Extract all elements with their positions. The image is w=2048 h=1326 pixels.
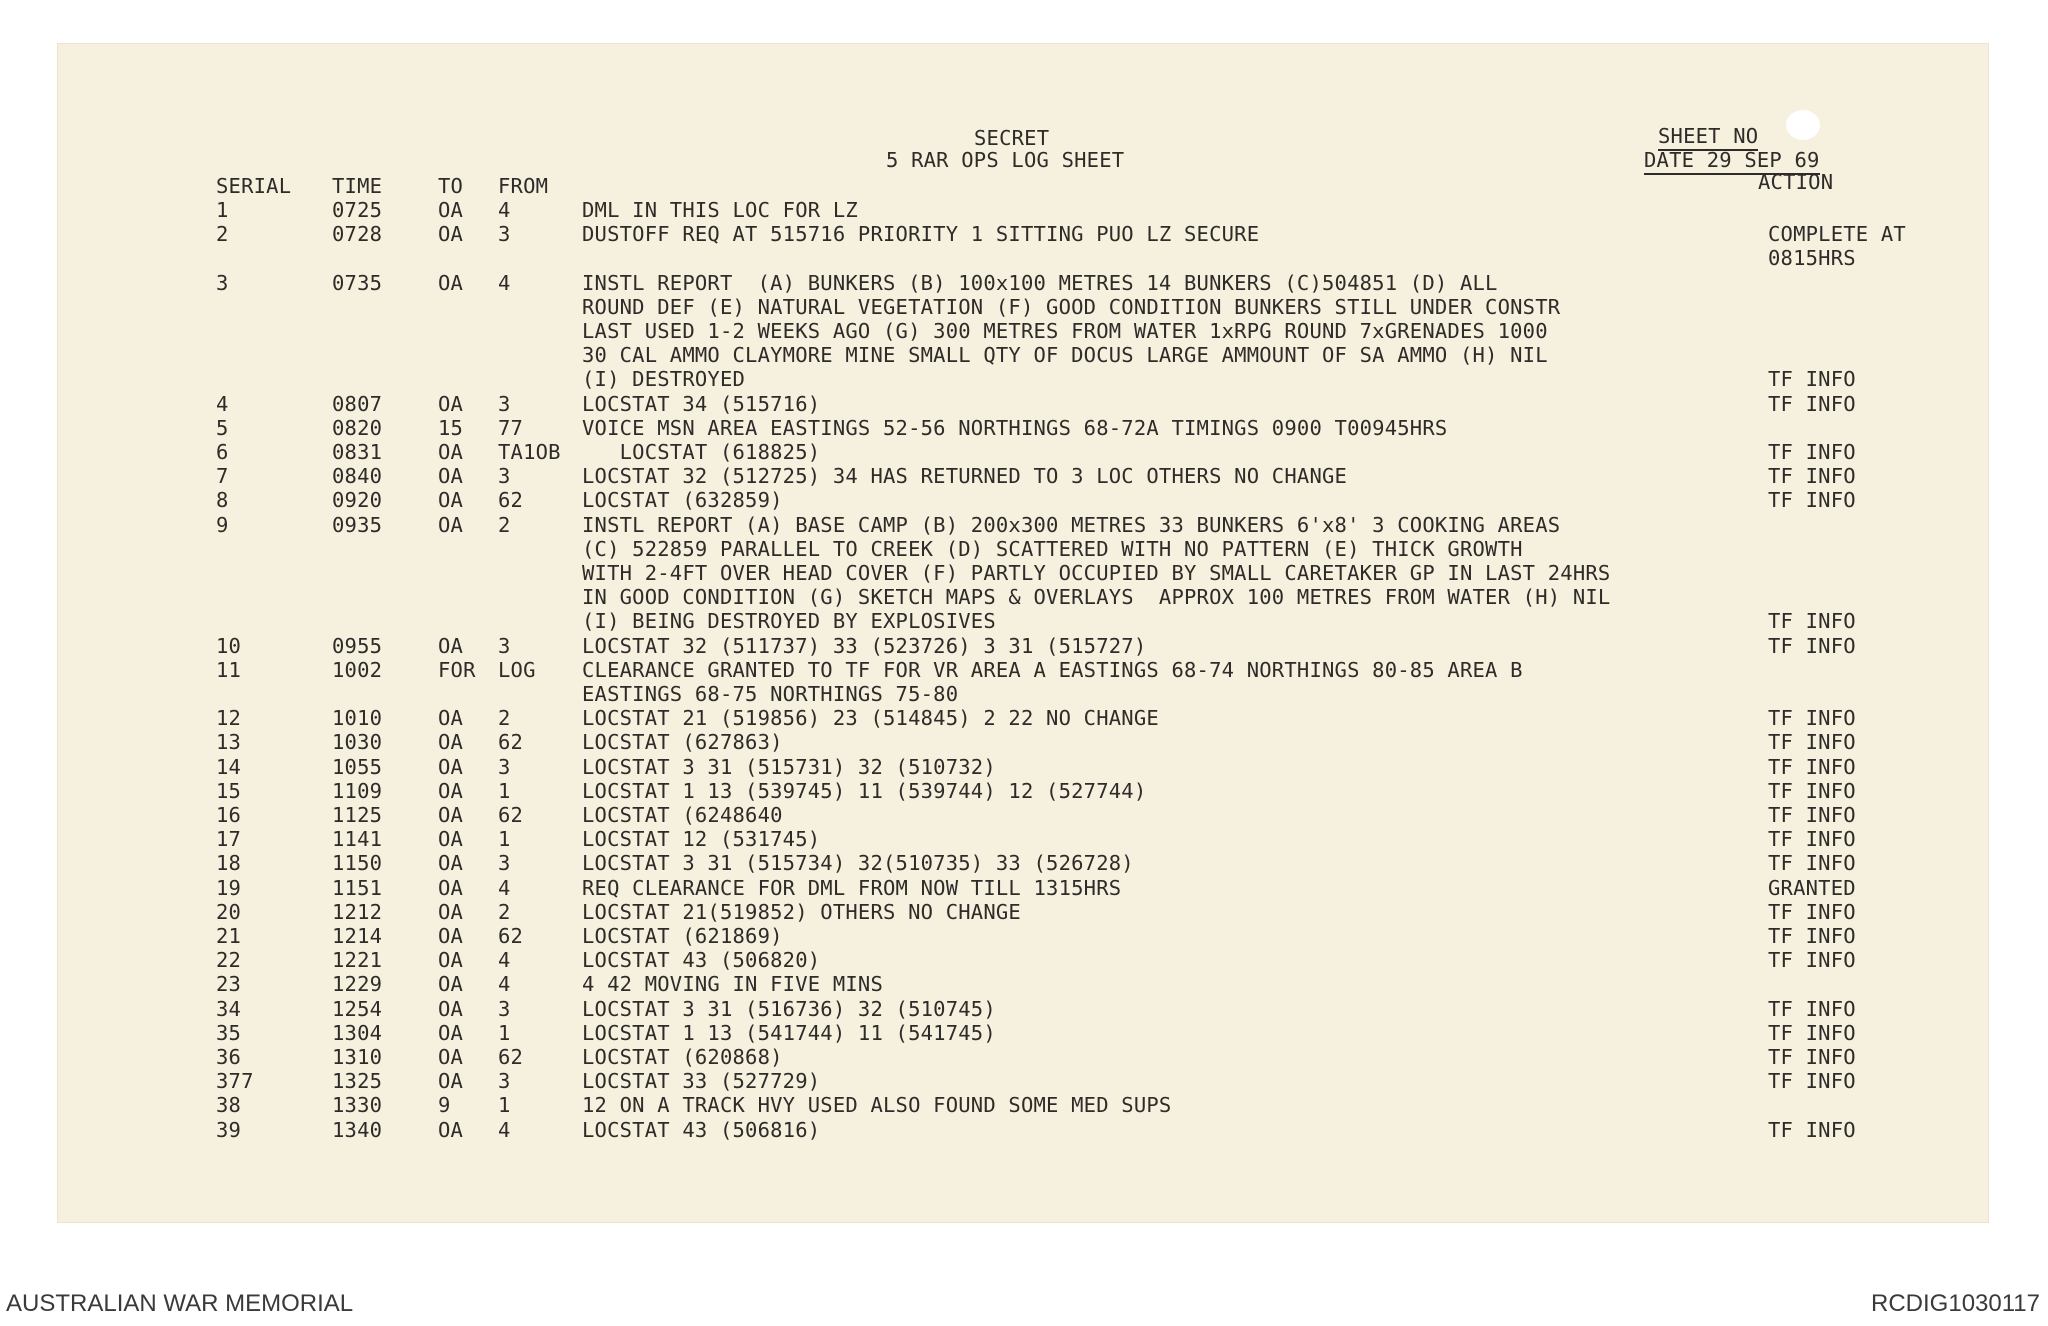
entry-serial: 11 [216, 657, 242, 682]
entry-serial: 18 [216, 851, 242, 876]
log-row [58, 658, 1988, 682]
entry-action: TF INFO [1768, 1045, 1856, 1069]
entry-message: VOICE MSN AREA EASTINGS 52-56 NORTHINGS 68-72A TIMINGS 0900 T00945HRS [582, 415, 1448, 440]
entry-from: 3 [498, 1069, 511, 1094]
entry-from: 62 [498, 488, 524, 513]
entry-time: 1141 [332, 827, 383, 852]
entry-serial: 2 [216, 222, 229, 247]
entry-time: 1310 [332, 1045, 383, 1069]
entry-serial: 17 [216, 827, 242, 852]
log-row [58, 997, 1988, 1021]
entry-serial: 22 [216, 948, 242, 973]
entry-action: TF INFO [1768, 924, 1856, 948]
entry-action: COMPLETE AT [1768, 222, 1906, 247]
log-row [58, 246, 1988, 270]
entry-serial: 377 [216, 1069, 254, 1094]
entry-message: LAST USED 1-2 WEEKS AGO (G) 300 METRES FROM WATER 1xRPG ROUND 7xGRENADES 1000 [582, 319, 1548, 343]
entry-time: 1330 [332, 1093, 383, 1118]
entry-message: LOCSTAT 32 (512725) 34 HAS RETURNED TO 3 LOC OTHERS NO CHANGE [582, 464, 1348, 489]
entry-from: 1 [498, 1020, 511, 1045]
entry-message: INSTL REPORT (A) BUNKERS (B) 100x100 METRES 14 BUNKERS (C)504851 (D) ALL [582, 270, 1498, 295]
entry-message: LOCSTAT 34 (515716) [582, 391, 821, 416]
entry-action: 0815HRS [1768, 246, 1856, 271]
entry-message: LOCSTAT 1 13 (541744) 11 (541745) [582, 1020, 996, 1045]
entry-serial: 9 [216, 512, 229, 537]
entry-from: 62 [498, 1045, 524, 1069]
log-row [58, 488, 1988, 512]
entry-from: 3 [498, 391, 511, 416]
entry-action: TF INFO [1768, 730, 1856, 755]
entry-serial: 1 [216, 198, 229, 222]
punch-hole [1786, 110, 1820, 140]
entry-message: EASTINGS 68-75 NORTHINGS 75-80 [582, 682, 959, 706]
log-row [58, 513, 1988, 537]
entry-message: LOCSTAT (621869) [582, 924, 783, 948]
entry-action: TF INFO [1768, 1117, 1856, 1142]
entry-time: 0820 [332, 415, 383, 440]
log-row [58, 440, 1988, 464]
entry-message: 4 42 MOVING IN FIVE MINS [582, 972, 884, 997]
entry-to: OA [438, 633, 464, 658]
entry-action: TF INFO [1768, 996, 1856, 1021]
entry-message: LOCSTAT (632859) [582, 488, 783, 513]
entry-serial: 15 [216, 778, 242, 803]
entry-message: LOCSTAT (6248640 [582, 803, 783, 827]
entry-serial: 5 [216, 415, 229, 440]
log-row [58, 561, 1988, 585]
entry-action: TF INFO [1768, 633, 1856, 658]
entry-message: LOCSTAT 3 31 (515731) 32 (510732) [582, 754, 996, 779]
entry-from: 2 [498, 706, 511, 731]
sheet-title: 5 RAR OPS LOG SHEET [886, 148, 1125, 172]
entry-serial: 12 [216, 706, 242, 731]
entry-serial: 3 [216, 270, 229, 295]
entry-to: OA [438, 1117, 464, 1142]
log-row [58, 198, 1988, 222]
entry-time: 1340 [332, 1117, 383, 1142]
entry-from: TA1OB [498, 440, 561, 464]
entry-from: 3 [498, 222, 511, 247]
entry-message: LOCSTAT 21(519852) OTHERS NO CHANGE [582, 899, 1021, 924]
entry-serial: 13 [216, 730, 242, 755]
entry-from: 1 [498, 1093, 511, 1118]
entry-message: WITH 2-4FT OVER HEAD COVER (F) PARTLY OCCUPIED BY SMALL CARETAKER GP IN LAST 24HRS [582, 561, 1611, 585]
entry-to: OA [438, 972, 464, 997]
entry-message: LOCSTAT 33 (527729) [582, 1069, 821, 1094]
entry-action: TF INFO [1768, 391, 1856, 416]
entry-from: 3 [498, 754, 511, 779]
entry-message: LOCSTAT (627863) [582, 730, 783, 755]
entry-to: OA [438, 270, 464, 295]
entry-to: OA [438, 198, 464, 222]
entry-time: 0935 [332, 512, 383, 537]
entry-to: FOR [438, 657, 476, 682]
log-sheet-paper [58, 44, 1988, 1222]
entry-serial: 35 [216, 1020, 242, 1045]
entry-time: 1212 [332, 899, 383, 924]
log-row [58, 827, 1988, 851]
entry-serial: 39 [216, 1117, 242, 1142]
log-row [58, 367, 1988, 391]
entry-serial: 7 [216, 464, 229, 489]
entry-message: 12 ON A TRACK HVY USED ALSO FOUND SOME MED SUPS [582, 1093, 1172, 1118]
sheet-date: DATE 29 SEP 69 [1644, 148, 1820, 175]
entry-to: OA [438, 440, 464, 464]
log-row [58, 730, 1988, 754]
entry-to: OA [438, 464, 464, 489]
entry-message: LOCSTAT (618825) [582, 440, 821, 464]
entry-message: (C) 522859 PARALLEL TO CREEK (D) SCATTERED WITH NO PATTERN (E) THICK GROWTH [582, 536, 1523, 561]
entry-to: OA [438, 488, 464, 513]
entry-serial: 16 [216, 803, 242, 827]
entry-serial: 36 [216, 1045, 242, 1069]
entry-to: OA [438, 730, 464, 755]
entry-serial: 34 [216, 996, 242, 1021]
entry-action: TF INFO [1768, 899, 1856, 924]
entry-from: 1 [498, 827, 511, 852]
log-row [58, 1118, 1988, 1142]
entry-action: TF INFO [1768, 754, 1856, 779]
log-row [58, 1021, 1988, 1045]
log-row [58, 900, 1988, 924]
log-row [58, 271, 1988, 295]
entry-to: OA [438, 222, 464, 247]
entry-to: OA [438, 803, 464, 827]
entry-from: 4 [498, 875, 511, 900]
entry-action: TF INFO [1768, 367, 1856, 392]
entry-time: 0807 [332, 391, 383, 416]
log-row [58, 1045, 1988, 1069]
entry-from: 1 [498, 778, 511, 803]
entry-time: 0735 [332, 270, 383, 295]
entry-to: OA [438, 778, 464, 803]
log-row [58, 416, 1988, 440]
entry-serial: 6 [216, 440, 229, 464]
entry-action: TF INFO [1768, 851, 1856, 876]
log-row [58, 343, 1988, 367]
entry-time: 1325 [332, 1069, 383, 1094]
entry-serial: 10 [216, 633, 242, 658]
entry-serial: 20 [216, 899, 242, 924]
entry-action: TF INFO [1768, 827, 1856, 852]
log-row [58, 779, 1988, 803]
entry-from: 62 [498, 730, 524, 755]
entry-action: GRANTED [1768, 875, 1856, 900]
entry-time: 0728 [332, 222, 383, 247]
entry-from: 3 [498, 633, 511, 658]
entry-message: LOCSTAT (620868) [582, 1045, 783, 1069]
entry-time: 0840 [332, 464, 383, 489]
log-row [58, 803, 1988, 827]
log-row [58, 682, 1988, 706]
entry-from: 4 [498, 198, 511, 222]
entry-serial: 21 [216, 924, 242, 948]
col-from: FROM [498, 174, 549, 198]
col-serial: SERIAL [216, 174, 292, 198]
log-row [58, 755, 1988, 779]
entry-message: LOCSTAT 21 (519856) 23 (514845) 2 22 NO CHANGE [582, 706, 1159, 731]
entry-time: 0920 [332, 488, 383, 513]
entry-time: 1055 [332, 754, 383, 779]
entry-action: TF INFO [1768, 609, 1856, 634]
entry-to: OA [438, 1045, 464, 1069]
entry-serial: 14 [216, 754, 242, 779]
entry-time: 1125 [332, 803, 383, 827]
entry-to: OA [438, 1020, 464, 1045]
entry-time: 1229 [332, 972, 383, 997]
entry-serial: 23 [216, 972, 242, 997]
entry-from: 3 [498, 996, 511, 1021]
entry-from: 4 [498, 972, 511, 997]
entry-from: 3 [498, 464, 511, 489]
entry-message: ROUND DEF (E) NATURAL VEGETATION (F) GOOD CONDITION BUNKERS STILL UNDER CONSTR [582, 294, 1561, 319]
log-row [58, 851, 1988, 875]
entry-to: OA [438, 706, 464, 731]
entry-time: 1304 [332, 1020, 383, 1045]
footer-institution: AUSTRALIAN WAR MEMORIAL [6, 1290, 354, 1317]
entry-message: (I) BEING DESTROYED BY EXPLOSIVES [582, 609, 996, 634]
log-row [58, 392, 1988, 416]
entry-message: LOCSTAT 3 31 (515734) 32(510735) 33 (526728) [582, 851, 1134, 876]
entry-from: 2 [498, 899, 511, 924]
entry-action: TF INFO [1768, 440, 1856, 464]
entry-to: OA [438, 851, 464, 876]
entry-from: 4 [498, 1117, 511, 1142]
entry-action: TF INFO [1768, 488, 1856, 513]
entry-serial: 19 [216, 875, 242, 900]
entry-time: 1150 [332, 851, 383, 876]
col-time: TIME [332, 174, 383, 198]
entry-message: LOCSTAT 32 (511737) 33 (523726) 3 31 (515727) [582, 633, 1147, 658]
entry-from: 77 [498, 415, 524, 440]
entry-to: OA [438, 996, 464, 1021]
entry-message: LOCSTAT 43 (506820) [582, 948, 821, 973]
entry-action: TF INFO [1768, 1020, 1856, 1045]
entry-action: TF INFO [1768, 778, 1856, 803]
entry-from: LOG [498, 657, 536, 682]
entry-time: 1221 [332, 948, 383, 973]
entry-to: OA [438, 1069, 464, 1094]
entry-from: 4 [498, 270, 511, 295]
entry-to: OA [438, 754, 464, 779]
entry-time: 1010 [332, 706, 383, 731]
entry-message: LOCSTAT 12 (531745) [582, 827, 821, 852]
log-row [58, 609, 1988, 633]
log-row [58, 948, 1988, 972]
col-to: TO [438, 174, 464, 198]
log-row [58, 1069, 1988, 1093]
entry-to: OA [438, 924, 464, 948]
entry-message: LOCSTAT 1 13 (539745) 11 (539744) 12 (527744) [582, 778, 1147, 803]
entry-to: 9 [438, 1093, 451, 1118]
entry-to: OA [438, 512, 464, 537]
entry-action: TF INFO [1768, 948, 1856, 973]
entry-action: TF INFO [1768, 706, 1856, 731]
entry-message: LOCSTAT 43 (506816) [582, 1117, 821, 1142]
entry-to: OA [438, 899, 464, 924]
entry-action: TF INFO [1768, 464, 1856, 489]
entry-time: 1214 [332, 924, 383, 948]
entry-from: 62 [498, 924, 524, 948]
log-row [58, 634, 1988, 658]
entry-from: 2 [498, 512, 511, 537]
entry-serial: 4 [216, 391, 229, 416]
log-row [58, 585, 1988, 609]
log-row [58, 537, 1988, 561]
entry-time: 0955 [332, 633, 383, 658]
entry-to: 15 [438, 415, 464, 440]
entry-message: REQ CLEARANCE FOR DML FROM NOW TILL 1315HRS [582, 875, 1122, 900]
log-row [58, 319, 1988, 343]
entry-time: 1254 [332, 996, 383, 1021]
entry-message: DUSTOFF REQ AT 515716 PRIORITY 1 SITTING PUO LZ SECURE [582, 222, 1260, 247]
entry-message: CLEARANCE GRANTED TO TF FOR VR AREA A EASTINGS 68-74 NORTHINGS 80-85 AREA B [582, 657, 1523, 682]
log-row [58, 222, 1988, 246]
entry-message: (I) DESTROYED [582, 367, 746, 392]
entry-to: OA [438, 875, 464, 900]
entry-time: 1151 [332, 875, 383, 900]
entry-message: IN GOOD CONDITION (G) SKETCH MAPS & OVERLAYS APPROX 100 METRES FROM WATER (H) NIL [582, 585, 1611, 610]
classification: SECRET [974, 126, 1050, 150]
sheet-number: SHEET NO [1658, 124, 1758, 151]
entry-from: 4 [498, 948, 511, 973]
entry-action: TF INFO [1768, 803, 1856, 827]
entry-to: OA [438, 391, 464, 416]
entry-time: 0831 [332, 440, 383, 464]
entry-time: 1030 [332, 730, 383, 755]
log-row [58, 1093, 1988, 1117]
entry-to: OA [438, 827, 464, 852]
col-action: ACTION [1758, 170, 1834, 194]
log-row [58, 295, 1988, 319]
entry-message: LOCSTAT 3 31 (516736) 32 (510745) [582, 996, 996, 1021]
entry-message: DML IN THIS LOC FOR LZ [582, 198, 858, 222]
log-row [58, 972, 1988, 996]
log-row [58, 876, 1988, 900]
log-row [58, 924, 1988, 948]
entry-from: 3 [498, 851, 511, 876]
entry-from: 62 [498, 803, 524, 827]
entry-message: 30 CAL AMMO CLAYMORE MINE SMALL QTY OF DOCUS LARGE AMMOUNT OF SA AMMO (H) NIL [582, 343, 1548, 368]
footer-ref: RCDIG1030117 [1871, 1290, 2040, 1317]
entry-time: 0725 [332, 198, 383, 222]
entry-message: INSTL REPORT (A) BASE CAMP (B) 200x300 METRES 33 BUNKERS 6'x8' 3 COOKING AREAS [582, 512, 1561, 537]
entry-action: TF INFO [1768, 1069, 1856, 1094]
entry-to: OA [438, 948, 464, 973]
entry-serial: 8 [216, 488, 229, 513]
entry-time: 1109 [332, 778, 383, 803]
entry-time: 1002 [332, 657, 383, 682]
log-row [58, 706, 1988, 730]
log-row [58, 464, 1988, 488]
entry-serial: 38 [216, 1093, 242, 1118]
